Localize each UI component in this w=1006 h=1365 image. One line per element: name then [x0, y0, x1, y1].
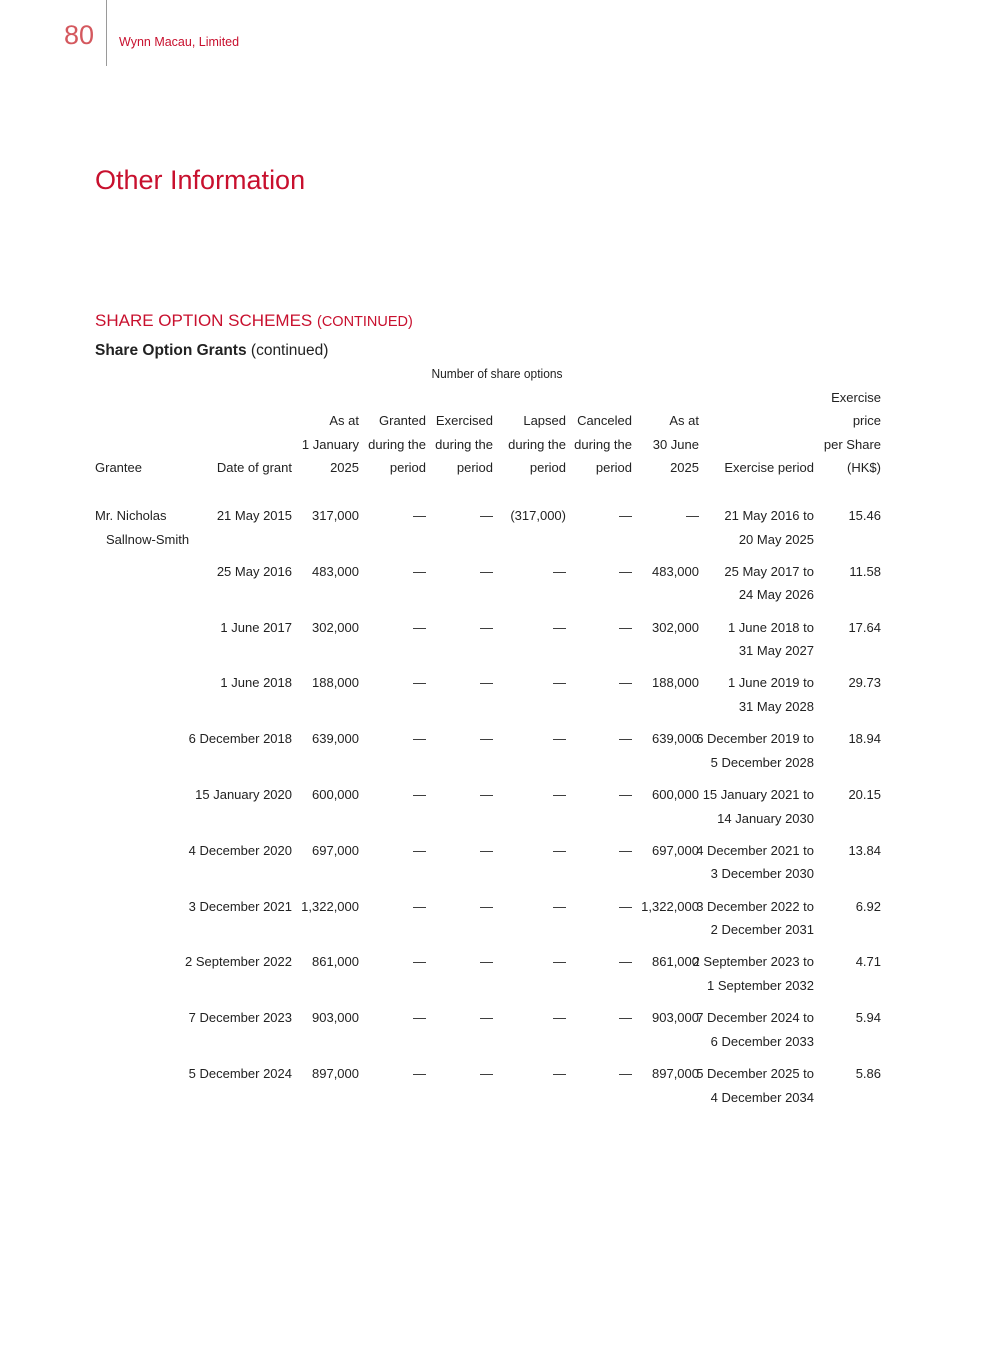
column-header-as-at-end: 2025	[670, 460, 699, 475]
table-cell-canceled: —	[619, 1010, 632, 1026]
table-group-header: Number of share options	[431, 366, 563, 381]
table-cell-exercise-period-from: 3 December 2022 to	[696, 898, 814, 914]
table-cell-as-at-1-january: 302,000	[312, 619, 359, 635]
table-cell-exercise-price: 29.73	[848, 675, 881, 691]
table-cell-lapsed: —	[553, 1066, 566, 1081]
column-header-grantee: Grantee	[95, 460, 142, 475]
table-cell-exercise-period-from: 7 December 2024 to	[696, 1010, 814, 1026]
table-cell-canceled: —	[619, 563, 632, 579]
table-cell-as-at-1-january: 1,322,000	[301, 898, 359, 914]
table-cell-canceled: —	[619, 1066, 632, 1081]
table-cell-lapsed: —	[553, 898, 566, 914]
table-cell-date-of-grant: 2 September 2022	[185, 954, 292, 970]
column-header-price: per Share	[823, 436, 881, 452]
table-cell-granted: —	[413, 954, 426, 970]
table-cell-as-at-30-june: —	[686, 508, 699, 523]
table-cell-exercise-price: 13.84	[848, 842, 881, 858]
table-cell-lapsed: —	[553, 731, 566, 747]
table-cell-lapsed: —	[553, 619, 566, 635]
table-cell-as-at-1-january: 483,000	[312, 563, 359, 579]
column-header-granted: Granted	[379, 413, 426, 428]
column-header-exercised: period	[456, 460, 493, 475]
table-cell-date-of-grant: 1 June 2017	[220, 619, 292, 635]
table-cell-canceled: —	[619, 954, 632, 970]
table-cell-exercised: —	[480, 1066, 493, 1081]
table-cell-exercise-period-to: 4 December 2034	[710, 1089, 814, 1105]
table-cell-canceled: —	[619, 508, 632, 523]
table-cell-date-of-grant: 5 December 2024	[188, 1066, 292, 1081]
table-cell-as-at-1-january: 903,000	[312, 1010, 359, 1026]
table-cell-exercise-period-to: 1 September 2032	[707, 977, 814, 993]
table-cell-as-at-30-june: 1,322,000	[641, 898, 699, 914]
column-header-exercised: during the	[435, 436, 493, 452]
table-cell-granted: —	[413, 563, 426, 579]
column-header-as-at-end: As at	[669, 413, 699, 428]
table-cell-exercise-period-from: 21 May 2016 to	[724, 508, 814, 523]
table-cell-exercised: —	[480, 731, 493, 747]
table-cell-date-of-grant: 15 January 2020	[195, 787, 292, 802]
table-cell-exercise-period-from: 6 December 2019 to	[696, 731, 814, 747]
column-header-price: price	[852, 413, 881, 428]
table-cell-lapsed: —	[553, 675, 566, 691]
column-header-canceled: period	[595, 460, 632, 475]
table-cell-granted: —	[413, 787, 426, 802]
page-title: Other Information	[95, 165, 306, 195]
section-title-suffix: (CONTINUED)	[317, 314, 413, 330]
table-cell-as-at-30-june: 302,000	[652, 619, 699, 635]
column-header-as-at-start: As at	[329, 413, 359, 428]
table-cell-as-at-1-january: 639,000	[312, 731, 359, 747]
table-cell-granted: —	[413, 898, 426, 914]
table-cell-as-at-1-january: 188,000	[312, 675, 359, 691]
table-cell-date-of-grant: 6 December 2018	[188, 731, 292, 747]
table-cell-date-of-grant: 1 June 2018	[220, 675, 292, 691]
table-cell-date-of-grant: 4 December 2020	[188, 842, 292, 858]
column-header-as-at-start: 2025	[330, 460, 359, 475]
table-cell-granted: —	[413, 731, 426, 747]
table-cell-as-at-1-january: 897,000	[312, 1066, 359, 1081]
table-cell-exercise-price: 5.86	[855, 1066, 881, 1081]
column-header-lapsed: Lapsed	[523, 413, 566, 428]
table-cell-exercised: —	[480, 675, 493, 691]
table-cell-exercised: —	[480, 619, 493, 635]
table-cell-exercised: —	[480, 1010, 493, 1026]
table-cell-exercise-period-to: 24 May 2026	[738, 587, 814, 603]
table-cell-as-at-30-june: 483,000	[652, 563, 699, 579]
table-cell-granted: —	[413, 619, 426, 635]
column-header-canceled: Canceled	[577, 413, 632, 428]
table-cell-exercised: —	[480, 563, 493, 579]
table-cell-lapsed: —	[553, 787, 566, 802]
table-cell-exercise-period-from: 4 December 2021 to	[696, 842, 814, 858]
table-cell-date-of-grant: 21 May 2015	[216, 508, 292, 523]
table-cell-as-at-30-june: 697,000	[652, 842, 699, 858]
company-name: Wynn Macau, Limited	[119, 35, 240, 49]
table-cell-as-at-30-june: 600,000	[652, 787, 699, 802]
table-cell-lapsed: —	[553, 954, 566, 970]
table-cell-as-at-30-june: 903,000	[652, 1010, 699, 1026]
section-title: SHARE OPTION SCHEMES	[95, 311, 313, 330]
table-cell-exercise-period-to: 31 May 2028	[738, 698, 814, 714]
subsection-title-suffix: (continued)	[250, 342, 329, 359]
table-cell-granted: —	[413, 675, 426, 691]
table-cell-exercise-period-to: 31 May 2027	[738, 643, 814, 659]
table-cell-exercise-price: 11.58	[849, 563, 881, 579]
column-header-date: Date of grant	[216, 460, 292, 475]
grantee-name-continued: Sallnow-Smith	[106, 531, 190, 547]
table-cell-canceled: —	[619, 787, 632, 802]
table-cell-exercise-period-from: 25 May 2017 to	[724, 563, 814, 579]
table-cell-exercise-price: 5.94	[855, 1010, 881, 1026]
column-header-canceled: during the	[574, 436, 632, 452]
table-cell-granted: —	[413, 1010, 426, 1026]
table-cell-exercised: —	[480, 954, 493, 970]
table-cell-date-of-grant: 3 December 2021	[188, 898, 292, 914]
table-cell-exercise-period-from: 15 January 2021 to	[702, 787, 814, 802]
table-cell-exercised: —	[480, 787, 493, 802]
column-header-as-at-start: 1 January	[301, 436, 359, 452]
table-cell-as-at-30-june: 188,000	[652, 675, 699, 691]
table-cell-as-at-1-january: 600,000	[312, 787, 359, 802]
table-cell-lapsed: —	[553, 1010, 566, 1026]
table-cell-lapsed: —	[553, 563, 566, 579]
column-header-lapsed: during the	[508, 436, 566, 452]
sub-heading	[95, 342, 328, 361]
table-cell-exercised: —	[480, 842, 493, 858]
page-number: 80	[64, 20, 95, 50]
column-header-exercised: Exercised	[435, 413, 493, 428]
column-header-price: (HK$)	[847, 460, 881, 475]
table-cell-canceled: —	[619, 675, 632, 691]
header-divider	[106, 0, 107, 66]
column-header-price: Exercise	[831, 389, 881, 405]
table-cell-canceled: —	[619, 731, 632, 747]
table-cell-exercise-period-from: 2 September 2023 to	[692, 954, 814, 970]
table-cell-exercise-period-to: 5 December 2028	[710, 754, 814, 770]
table-cell-exercise-period-from: 5 December 2025 to	[696, 1066, 814, 1081]
table-cell-as-at-30-june: 861,000	[652, 954, 699, 970]
table-cell-canceled: —	[619, 619, 632, 635]
column-header-lapsed: period	[529, 460, 566, 475]
table-cell-exercise-period-to: 14 January 2030	[717, 810, 814, 826]
table-cell-exercise-price: 6.92	[855, 898, 881, 914]
table-cell-exercise-period-from: 1 June 2019 to	[727, 675, 814, 691]
section-heading	[95, 311, 413, 331]
column-header-as-at-end: 30 June	[652, 436, 699, 452]
table-cell-canceled: —	[619, 842, 632, 858]
table-cell-as-at-1-january: 317,000	[312, 508, 359, 523]
table-cell-exercise-price: 4.71	[855, 954, 881, 970]
table-cell-exercise-period-from: 1 June 2018 to	[727, 619, 814, 635]
table-cell-exercise-price: 18.94	[848, 731, 881, 747]
table-cell-granted: —	[413, 1066, 426, 1081]
table-cell-as-at-1-january: 697,000	[312, 842, 359, 858]
table-cell-date-of-grant: 7 December 2023	[188, 1010, 292, 1026]
table-cell-lapsed: (317,000)	[510, 508, 566, 523]
table-cell-exercise-period-to: 6 December 2033	[710, 1033, 814, 1049]
table-cell-granted: —	[413, 842, 426, 858]
table-cell-exercised: —	[480, 898, 493, 914]
table-cell-canceled: —	[619, 898, 632, 914]
table-cell-exercise-price: 15.46	[848, 508, 881, 523]
table-cell-as-at-30-june: 897,000	[652, 1066, 699, 1081]
table-cell-exercise-price: 20.15	[848, 787, 881, 802]
column-header-granted: period	[389, 460, 426, 475]
table-cell-exercise-period-to: 20 May 2025	[738, 531, 814, 547]
table-cell-exercise-price: 17.64	[848, 619, 881, 635]
column-header-granted: during the	[368, 436, 426, 452]
table-cell-as-at-30-june: 639,000	[652, 731, 699, 747]
table-cell-exercised: —	[480, 508, 493, 523]
subsection-title: Share Option Grants	[95, 342, 247, 359]
table-cell-date-of-grant: 25 May 2016	[216, 563, 292, 579]
grantee-name: Mr. Nicholas	[95, 508, 167, 523]
table-cell-exercise-period-to: 3 December 2030	[710, 866, 814, 882]
table-cell-granted: —	[413, 508, 426, 523]
table-cell-as-at-1-january: 861,000	[312, 954, 359, 970]
table-cell-lapsed: —	[553, 842, 566, 858]
column-header-exercise-period: Exercise period	[724, 460, 814, 475]
table-cell-exercise-period-to: 2 December 2031	[710, 922, 814, 938]
